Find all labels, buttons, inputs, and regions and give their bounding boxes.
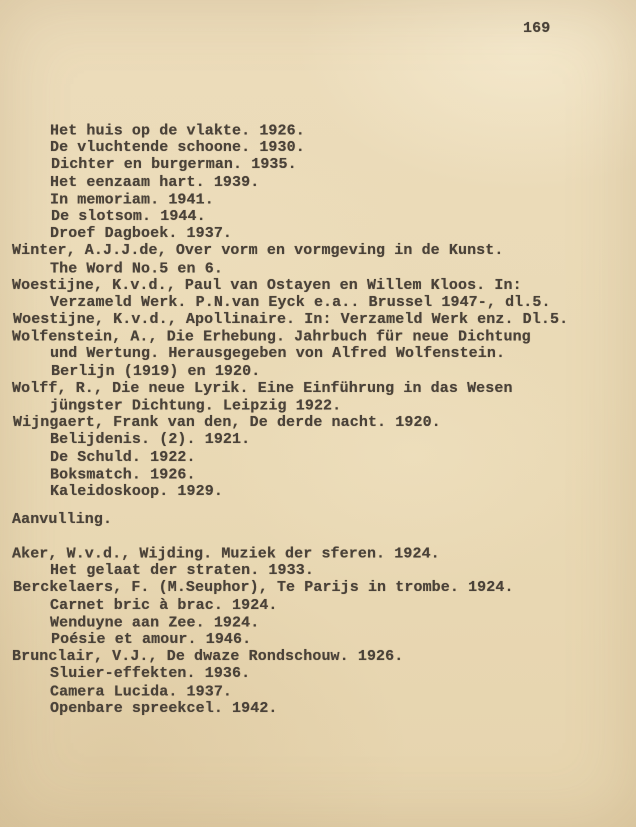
addendum-line: Camera Lucida. 1937. bbox=[50, 683, 233, 700]
bibliography-line: Winter, A.J.J.de, Over vorm en vormgeving in de Kunst. bbox=[12, 242, 504, 260]
addendum-line: Openbare spreekcel. 1942. bbox=[50, 699, 278, 717]
bibliography-line: Berlijn (1919) en 1920. bbox=[51, 362, 261, 380]
addendum-line: Berckelaers, F. (M.Seuphor), Te Parijs in trombe. 1924. bbox=[13, 579, 514, 597]
bibliography-line: In memoriam. 1941. bbox=[50, 191, 214, 209]
bibliography-line: Dichter en burgerman. 1935. bbox=[51, 156, 297, 174]
addendum-list bbox=[12, 545, 632, 717]
bibliography-line: und Wertung. Herausgegeben von Alfred Wolfenstein. bbox=[50, 345, 506, 363]
bibliography-line: De slotsom. 1944. bbox=[51, 207, 206, 225]
addendum-line: Carnet bric à brac. 1924. bbox=[50, 596, 278, 614]
bibliography-list bbox=[12, 122, 632, 500]
addendum-line: Sluier-effekten. 1936. bbox=[50, 665, 251, 683]
bibliography-line: Wolfenstein, A., Die Erhebung. Jahrbuch für neue Dichtung bbox=[12, 328, 531, 346]
bibliography-line: Belijdenis. (2). 1921. bbox=[50, 431, 251, 449]
page-number: 169 bbox=[523, 20, 551, 37]
bibliography-line: Boksmatch. 1926. bbox=[50, 466, 196, 484]
bibliography-line: De vluchtende schoone. 1930. bbox=[50, 139, 305, 157]
addendum-line: Het gelaat der straten. 1933. bbox=[50, 562, 314, 580]
bibliography-line: jüngster Dichtung. Leipzig 1922. bbox=[50, 397, 342, 415]
bibliography-line: Het eenzaam hart. 1939. bbox=[50, 173, 260, 191]
bibliography-line: Verzameld Werk. P.N.van Eyck e.a.. Brussel 1947-, dl.5. bbox=[50, 293, 551, 311]
bibliography-line: Droef Dagboek. 1937. bbox=[50, 225, 233, 243]
addendum-line: Aker, W.v.d., Wijding. Muziek der sferen. 1924. bbox=[12, 545, 440, 563]
bibliography-line: Wijngaert, Frank van den, De derde nacht. 1920. bbox=[13, 414, 441, 432]
addendum-line: Wenduyne aan Zee. 1924. bbox=[50, 614, 260, 632]
bibliography-line: De Schuld. 1922. bbox=[50, 448, 196, 466]
bibliography-line: Kaleidoskoop. 1929. bbox=[50, 482, 223, 500]
addendum-line: Brunclair, V.J., De dwaze Rondschouw. 1926. bbox=[12, 648, 404, 666]
bibliography-line: Woestijne, K.v.d., Apollinaire. In: Verzameld Werk enz. Dl.5. bbox=[13, 311, 569, 329]
bibliography-line: Woestijne, K.v.d., Paul van Ostayen en Willem Kloos. In: bbox=[12, 276, 522, 294]
addendum-heading: Aanvulling. bbox=[12, 511, 113, 528]
bibliography-line: Het huis op de vlakte. 1926. bbox=[50, 122, 305, 140]
bibliography-line: Wolff, R., Die neue Lyrik. Eine Einführung in das Wesen bbox=[12, 379, 513, 397]
bibliography-line: The Word No.5 en 6. bbox=[50, 260, 223, 277]
addendum-line: Poésie et amour. 1946. bbox=[51, 630, 252, 648]
